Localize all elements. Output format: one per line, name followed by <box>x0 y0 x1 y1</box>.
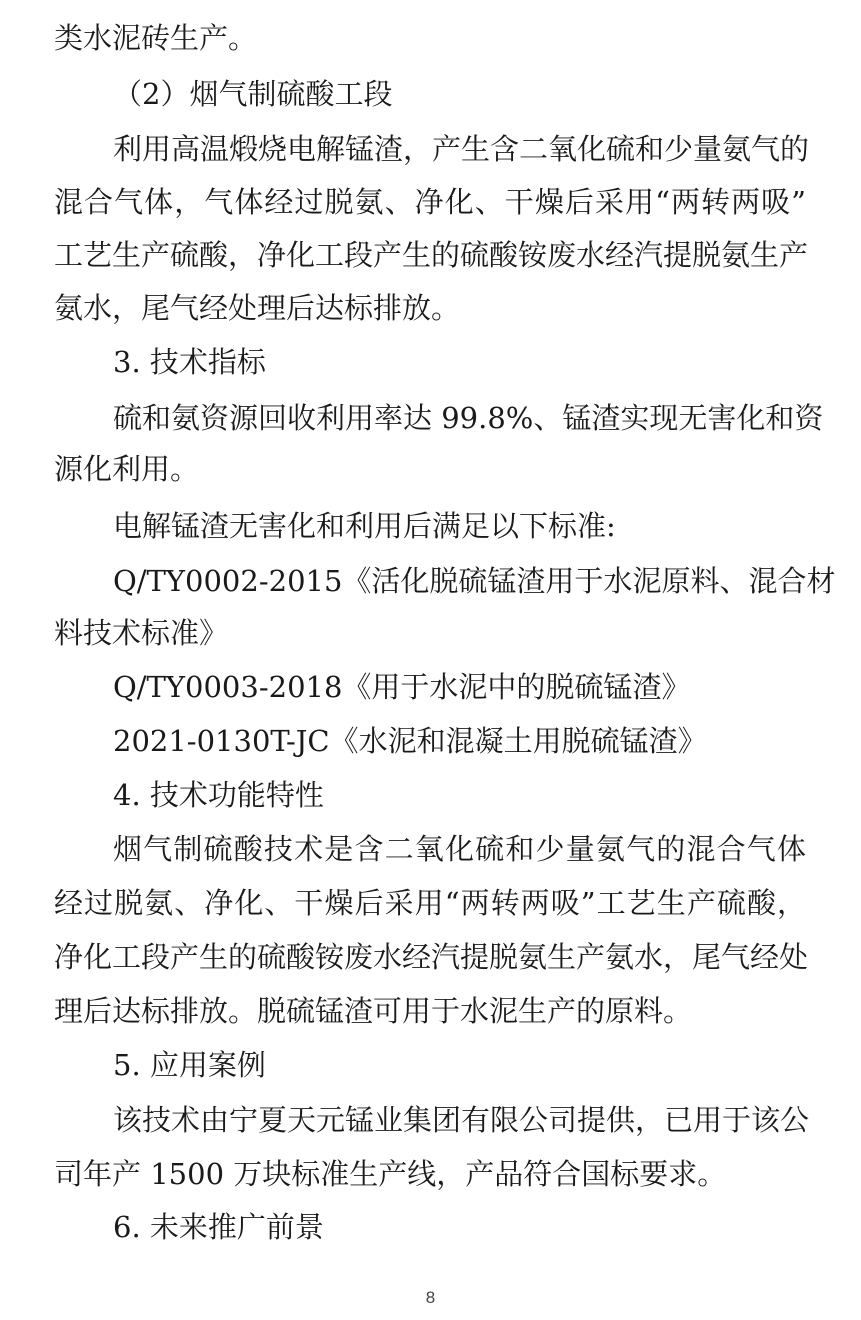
page-number: 8 <box>425 1288 436 1307</box>
standard-reference: 2021-0130T-JC《水泥和混凝土用脱硫锰渣》 <box>113 724 707 758</box>
section-heading: 3. 技术指标 <box>113 345 266 379</box>
standard-reference: Q/TY0002-2015《活化脱硫锰渣用于水泥原料、混合材 <box>113 564 836 598</box>
text-line: 司年产 1500 万块标准生产线，产品符合国标要求。 <box>54 1157 727 1191</box>
section-heading: 6. 未来推广前景 <box>113 1210 324 1244</box>
text-line: 烟气制硫酸技术是含二氧化硫和少量氨气的混合气体 <box>113 832 806 866</box>
text-line: 经过脱氨、净化、干燥后采用“两转两吸”工艺生产硫酸， <box>54 886 806 920</box>
text-line: 电解锰渣无害化和利用后满足以下标准: <box>113 509 616 543</box>
section-heading: 4. 技术功能特性 <box>113 778 324 812</box>
standard-reference: Q/TY0003-2018《用于水泥中的脱硫锰渣》 <box>113 670 691 704</box>
text-line: 混合气体，气体经过脱氨、净化、干燥后采用“两转两吸” <box>54 185 806 219</box>
text-line: 工艺生产硫酸，净化工段产生的硫酸铵废水经汽提脱氨生产 <box>54 238 809 272</box>
standard-reference: 料技术标准》 <box>54 616 229 650</box>
text-line: 硫和氨资源回收利用率达 99.8%、锰渣实现无害化和资 <box>113 401 824 435</box>
text-line: 理后达标排放。脱硫锰渣可用于水泥生产的原料。 <box>54 994 693 1028</box>
section-heading: （2）烟气制硫酸工段 <box>113 77 393 111</box>
text-line: 利用高温煅烧电解锰渣，产生含二氧化硫和少量氨气的 <box>113 132 810 166</box>
text-line: 氨水，尾气经处理后达标排放。 <box>54 291 461 325</box>
text-line: 该技术由宁夏天元锰业集团有限公司提供，已用于该公 <box>113 1103 810 1137</box>
text-line: 类水泥砖生产。 <box>54 21 258 55</box>
text-line: 净化工段产生的硫酸铵废水经汽提脱氨生产氨水，尾气经处 <box>54 940 809 974</box>
section-heading: 5. 应用案例 <box>113 1048 266 1082</box>
text-line: 源化利用。 <box>54 452 200 486</box>
